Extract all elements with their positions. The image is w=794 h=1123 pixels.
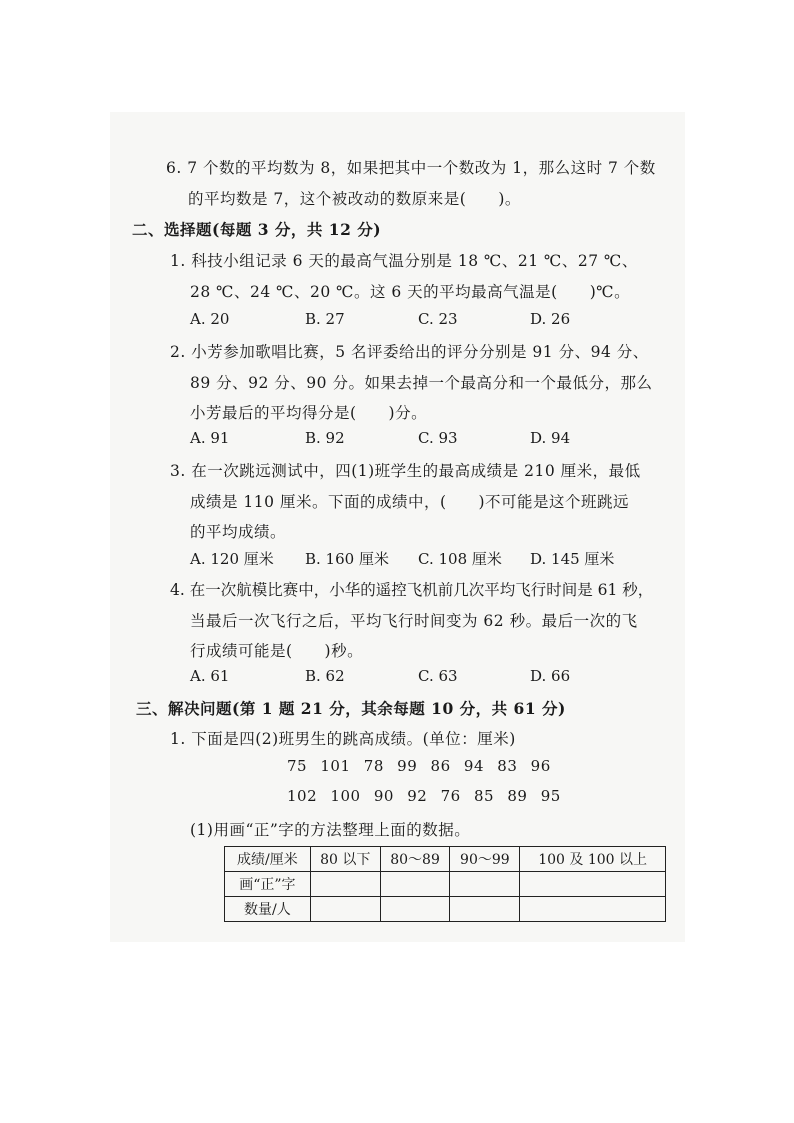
- s2-q4-line2: 当最后一次飞行之后，平均飞行时间变为 62 秒。最后一次的飞: [190, 612, 638, 630]
- s2-q1-option-d: D. 26: [530, 310, 571, 328]
- s2-q4-option-d: D. 66: [530, 667, 571, 685]
- s2-q3-option-c: C. 108 厘米: [418, 550, 502, 568]
- data-value: 85: [473, 787, 495, 805]
- s2-q3-line1: 3. 在一次跳远测试中，四(1)班学生的最高成绩是 210 厘米，最低: [170, 462, 641, 480]
- s3-sub1-instruction: (1)用画“正”字的方法整理上面的数据。: [190, 821, 471, 839]
- s2-q3-option-d: D. 145 厘米: [530, 550, 615, 568]
- data-value: 102: [287, 787, 318, 805]
- tally-table: [224, 846, 666, 922]
- data-value: 90: [373, 787, 394, 805]
- s2-q2-line3: 小芳最后的平均得分是( )分。: [190, 404, 428, 422]
- s2-q1-option-b: B. 27: [305, 310, 345, 328]
- s2-q4-option-b: B. 62: [305, 667, 345, 685]
- s2-q3-option-b: B. 160 厘米: [305, 550, 389, 568]
- answer-cell[interactable]: [520, 897, 666, 922]
- data-value: 76: [440, 787, 461, 805]
- table-header-cell: 成绩/厘米: [225, 847, 311, 872]
- data-value: 94: [463, 757, 485, 775]
- data-row-1: [287, 757, 551, 775]
- table-header-cell: 90～99: [450, 847, 520, 872]
- q6-line2: 的平均数是 7，这个被改动的数原来是( )。: [188, 190, 521, 208]
- data-value: 100: [330, 787, 361, 805]
- s2-q1-line1: 1. 科技小组记录 6 天的最高气温分别是 18 ℃、21 ℃、27 ℃、: [170, 252, 638, 270]
- data-value: 89: [507, 787, 528, 805]
- s2-q4-option-a: A. 61: [190, 667, 230, 685]
- s2-q3-option-a: A. 120 厘米: [190, 550, 274, 568]
- table-header-cell: 100 及 100 以上: [520, 847, 666, 872]
- s2-q2-option-d: D. 94: [530, 429, 571, 447]
- table-header-cell: 80 以下: [310, 847, 380, 872]
- answer-cell[interactable]: [380, 897, 450, 922]
- table-row-count: [225, 897, 666, 922]
- row-label-count: 数量/人: [225, 897, 311, 922]
- answer-cell[interactable]: [450, 872, 520, 897]
- s2-q2-option-b: B. 92: [305, 429, 345, 447]
- answer-cell[interactable]: [520, 872, 666, 897]
- answer-cell[interactable]: [310, 897, 380, 922]
- data-value: 78: [363, 757, 384, 775]
- data-value: 99: [397, 757, 418, 775]
- s2-q4-line3: 行成绩可能是( )秒。: [190, 642, 364, 660]
- data-value: 92: [407, 787, 428, 805]
- data-value: 86: [430, 757, 451, 775]
- row-label-tally: 画“正”字: [225, 872, 311, 897]
- s2-q2-option-a: A. 91: [190, 429, 230, 447]
- section3-heading: 三、解决问题(第 1 题 21 分，其余每题 10 分，共 61 分): [136, 699, 566, 718]
- s2-q4-option-c: C. 63: [418, 667, 458, 685]
- s2-q4-line1: 4. 在一次航模比赛中，小华的遥控飞机前几次平均飞行时间是 61 秒，: [170, 581, 654, 599]
- s2-q1-option-a: A. 20: [190, 310, 230, 328]
- s2-q1-option-c: C. 23: [418, 310, 458, 328]
- data-row-2: [287, 787, 561, 805]
- data-value: 83: [497, 757, 518, 775]
- table-header-cell: 80～89: [380, 847, 450, 872]
- data-value: 95: [540, 787, 561, 805]
- s2-q2-option-c: C. 93: [418, 429, 458, 447]
- data-value: 96: [530, 757, 551, 775]
- data-value: 75: [287, 757, 308, 775]
- answer-cell[interactable]: [310, 872, 380, 897]
- answer-cell[interactable]: [380, 872, 450, 897]
- s2-q3-line2: 成绩是 110 厘米。下面的成绩中，( )不可能是这个班跳远: [190, 493, 630, 511]
- section2-heading: 二、选择题(每题 3 分，共 12 分): [132, 220, 382, 239]
- q6-line1: 6. 7 个数的平均数为 8，如果把其中一个数改为 1，那么这时 7 个数: [166, 159, 656, 177]
- table-row-tally: [225, 872, 666, 897]
- data-value: 101: [320, 757, 351, 775]
- s2-q2-line2: 89 分、92 分、90 分。如果去掉一个最高分和一个最低分，那么: [190, 374, 653, 392]
- answer-cell[interactable]: [450, 897, 520, 922]
- s2-q1-line2: 28 ℃、24 ℃、20 ℃。这 6 天的平均最高气温是( )℃。: [190, 283, 631, 301]
- table-header-row: [225, 847, 666, 872]
- s3-q1-intro: 1. 下面是四(2)班男生的跳高成绩。(单位：厘米): [170, 730, 516, 748]
- s2-q2-line1: 2. 小芳参加歌唱比赛，5 名评委给出的评分分别是 91 分、94 分、: [170, 343, 649, 361]
- s2-q3-line3: 的平均成绩。: [190, 523, 287, 541]
